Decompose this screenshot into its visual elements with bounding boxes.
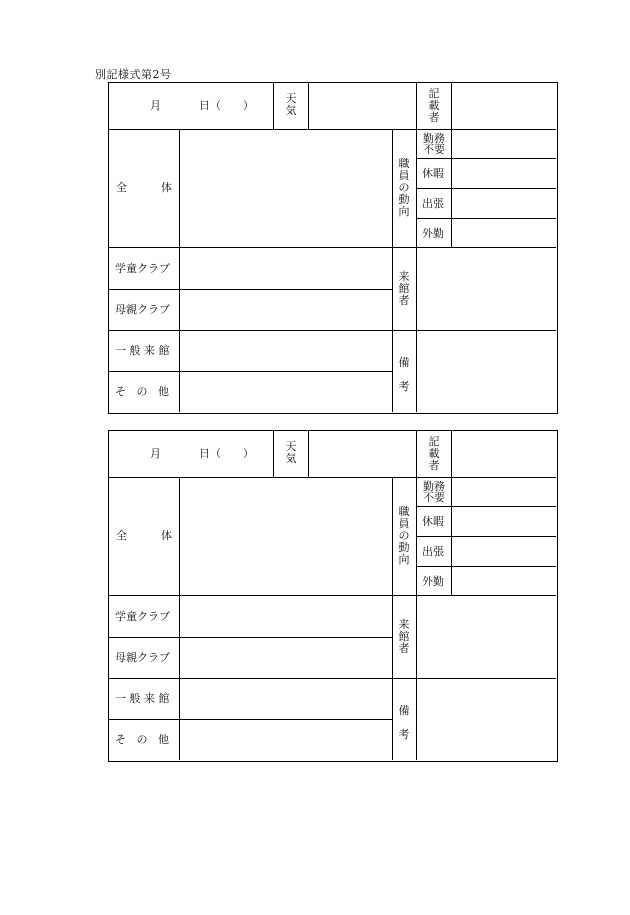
school-club-label: 学童クラブ [115,262,170,275]
recorder-label: 記 載 者 [428,435,440,472]
general-visitors-label: 一 般 来 館 [115,692,170,705]
col-divider [451,83,452,247]
overall-label-1: 全 [116,529,127,542]
row-divider [109,719,392,720]
row-divider [416,158,556,159]
business-trip-label: 出張 [422,197,444,210]
off-duty-label: 勤務 不要 [423,132,445,156]
col-divider [416,247,417,412]
off-duty-label: 勤務 不要 [423,480,445,504]
daily-log-form-1 [108,82,558,414]
mothers-club-label: 母親クラブ [115,303,170,316]
weather-label: 天 気 [285,92,297,117]
col-divider [273,431,274,477]
form-caption: 別記様式第2号 [95,68,172,81]
row-divider [109,477,556,478]
row-divider [416,218,556,219]
row-divider [109,371,392,372]
staff-movement-label: 職 員 の 動 向 [398,505,410,566]
daily-log-form-2 [108,430,558,762]
row-divider [416,506,556,507]
overall-label-1: 全 [116,181,127,194]
general-visitors-label: 一 般 来 館 [115,344,170,357]
col-divider [416,595,417,760]
recorder-label: 記 載 者 [428,87,440,124]
col-divider [392,129,393,412]
other-label: そ の 他 [115,385,169,398]
row-divider [416,188,556,189]
leave-label: 休暇 [422,167,444,180]
day-label: 日（ ） [199,447,254,460]
remarks-label: 備 考 [398,704,410,741]
col-divider [416,431,417,595]
month-label: 月 [150,99,161,112]
col-divider [179,477,180,760]
visitors-label: 来 館 者 [398,618,410,655]
col-divider [308,83,309,129]
outside-duty-label: 外勤 [422,227,444,240]
weather-label: 天 気 [285,440,297,465]
school-club-label: 学童クラブ [115,610,170,623]
business-trip-label: 出張 [422,545,444,558]
row-divider [109,247,556,248]
col-divider [179,129,180,412]
row-divider [109,129,556,130]
row-divider [109,330,556,331]
col-divider [273,83,274,129]
col-divider [392,477,393,760]
leave-label: 休暇 [422,515,444,528]
mothers-club-label: 母親クラブ [115,651,170,664]
overall-label-2: 体 [161,181,172,194]
col-divider [416,83,417,247]
overall-label-2: 体 [161,529,172,542]
col-divider [451,431,452,595]
row-divider [109,637,392,638]
staff-movement-label: 職 員 の 動 向 [398,157,410,218]
row-divider [109,678,556,679]
row-divider [416,566,556,567]
visitors-label: 来 館 者 [398,270,410,307]
outside-duty-label: 外勤 [422,575,444,588]
row-divider [109,595,556,596]
row-divider [416,536,556,537]
month-label: 月 [150,447,161,460]
other-label: そ の 他 [115,733,169,746]
row-divider [109,289,392,290]
day-label: 日（ ） [199,99,254,112]
remarks-label: 備 考 [398,356,410,393]
col-divider [308,431,309,477]
